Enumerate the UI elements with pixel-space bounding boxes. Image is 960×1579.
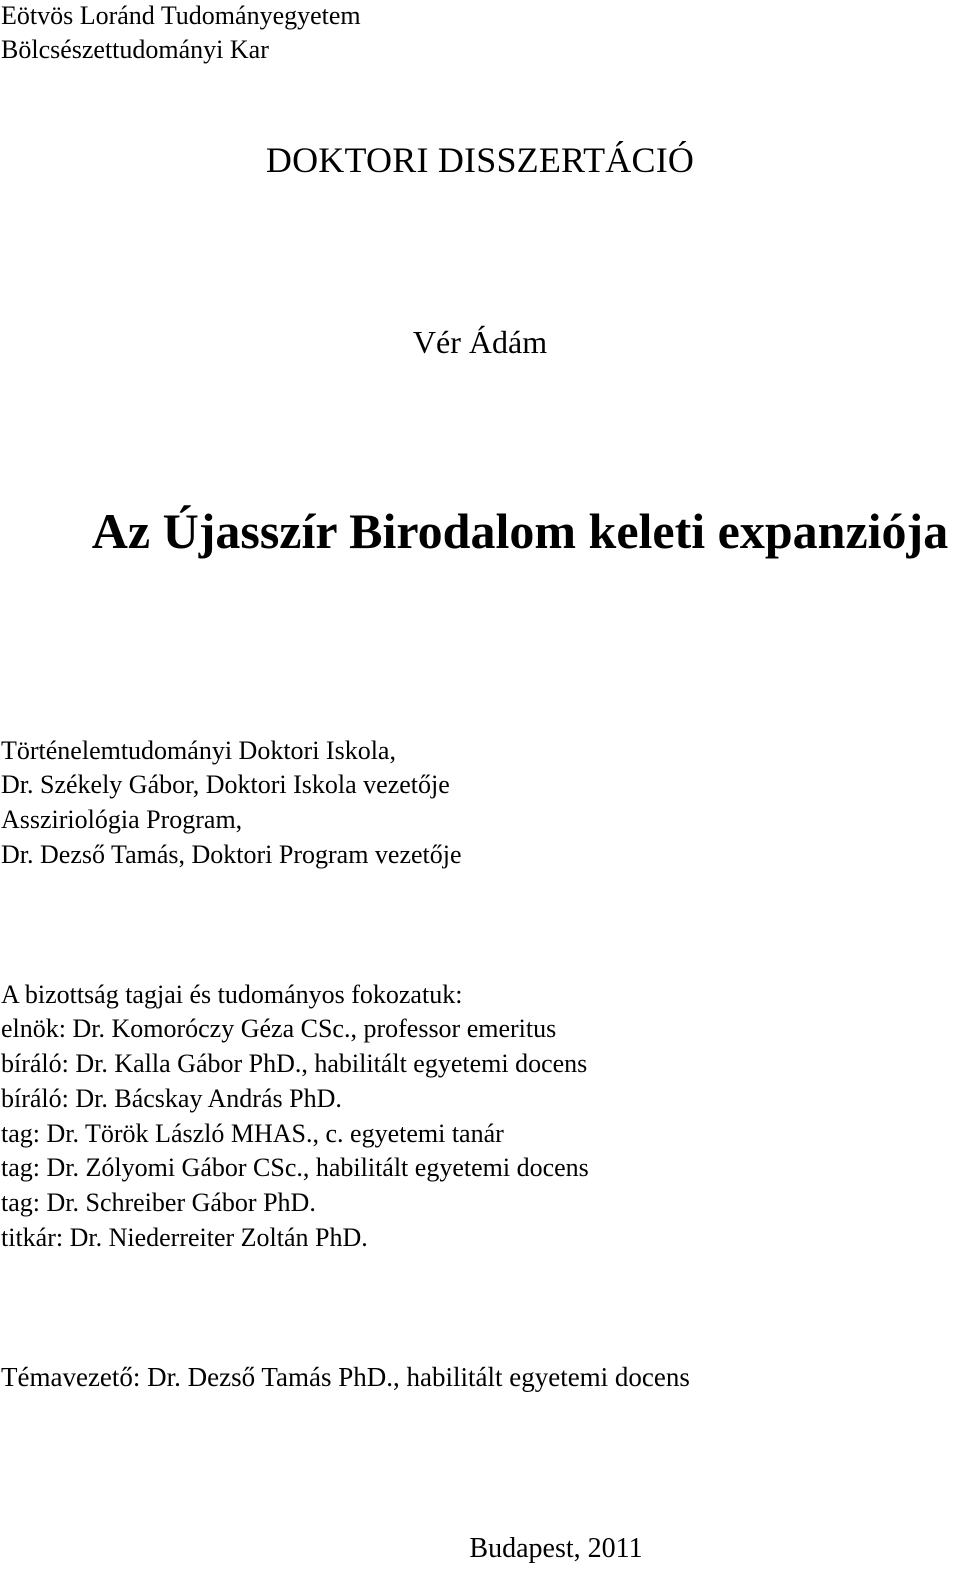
- committee-member: bíráló: Dr. Kalla Gábor PhD., habilitált egyetemi docens: [1, 1049, 588, 1078]
- committee-member: tag: Dr. Zólyomi Gábor CSc., habilitált egyetemi docens: [1, 1153, 589, 1182]
- doctoral-school: Történelemtudományi Doktori Iskola,: [1, 736, 396, 765]
- committee-member: titkár: Dr. Niederreiter Zoltán PhD.: [1, 1223, 368, 1252]
- committee-heading: A bizottság tagjai és tudományos fokozatuk:: [1, 980, 463, 1009]
- committee-member: tag: Dr. Schreiber Gábor PhD.: [1, 1188, 316, 1217]
- doctoral-program-head: Dr. Dezső Tamás, Doktori Program vezetője: [1, 840, 462, 869]
- doctoral-program: Assziriológia Program,: [1, 805, 243, 834]
- place-and-date: Budapest, 2011: [469, 1533, 643, 1564]
- author-name: Vér Ádám: [412, 324, 548, 360]
- university-name: Eötvös Loránd Tudományegyetem: [1, 1, 361, 30]
- document-type: DOKTORI DISSZERTÁCIÓ: [265, 140, 695, 180]
- faculty-name: Bölcsészettudományi Kar: [1, 35, 269, 64]
- committee-member: tag: Dr. Török László MHAS., c. egyetemi tanár: [1, 1119, 504, 1148]
- doctoral-school-head: Dr. Székely Gábor, Doktori Iskola vezetője: [1, 770, 450, 799]
- committee-member: bíráló: Dr. Bácskay András PhD.: [1, 1084, 342, 1113]
- committee-member: elnök: Dr. Komoróczy Géza CSc., professor emeritus: [1, 1014, 557, 1043]
- supervisor: Témavezető: Dr. Dezső Tamás PhD., habilitált egyetemi docens: [1, 1362, 690, 1392]
- dissertation-title: Az Újasszír Birodalom keleti expanziója: [91, 503, 949, 559]
